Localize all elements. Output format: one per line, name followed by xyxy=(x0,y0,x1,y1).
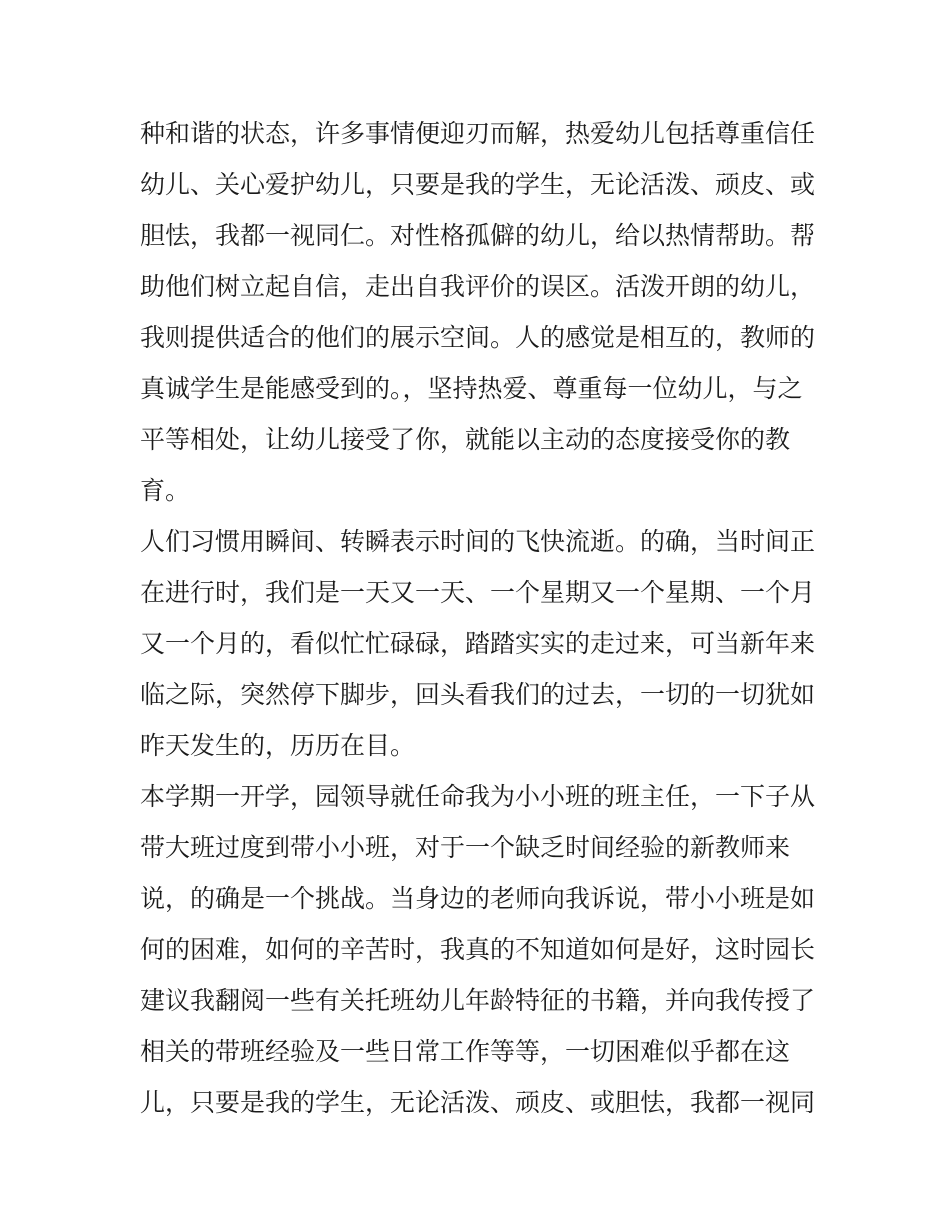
text-line: 平等相处，让幼儿接受了你，就能以主动的态度接受你的教 xyxy=(140,425,791,454)
text-line: 说，的确是一个挑战。当身边的老师向我诉说，带小小班是如 xyxy=(140,884,816,913)
body-text xyxy=(140,108,820,1128)
text-line: 我则提供适合的他们的展示空间。人的感觉是相互的，教师的 xyxy=(140,323,816,352)
text-line: 本学期一开学，园领导就任命我为小小班的班主任，一下子从 xyxy=(140,782,816,811)
text-line: 胆怯，我都一视同仁。对性格孤僻的幼儿，给以热情帮助。帮 xyxy=(140,221,816,250)
text-line: 育。 xyxy=(140,476,191,505)
text-line: 何的困难，如何的辛苦时，我真的不知道如何是好，这时园长 xyxy=(140,935,816,964)
text-line: 助他们树立起自信，走出自我评价的误区。活泼开朗的幼儿， xyxy=(140,272,816,301)
text-line: 又一个月的，看似忙忙碌碌，踏踏实实的走过来，可当新年来 xyxy=(140,629,816,658)
text-line: 儿，只要是我的学生，无论活泼、顽皮、或胆怯，我都一视同 xyxy=(140,1088,816,1117)
text-line: 在进行时，我们是一天又一天、一个星期又一个星期、一个月 xyxy=(140,578,816,607)
text-line: 带大班过度到带小小班，对于一个缺乏时间经验的新教师来 xyxy=(140,833,791,862)
text-line: 人们习惯用瞬间、转瞬表示时间的飞快流逝。的确，当时间正 xyxy=(140,527,816,556)
text-line: 相关的带班经验及一些日常工作等等，一切困难似乎都在这 xyxy=(140,1037,791,1066)
text-line: 建议我翻阅一些有关托班幼儿年龄特征的书籍，并向我传授了 xyxy=(140,986,816,1015)
text-line: 幼儿、关心爱护幼儿，只要是我的学生，无论活泼、顽皮、或 xyxy=(140,170,816,199)
text-line: 临之际，突然停下脚步，回头看我们的过去，一切的一切犹如 xyxy=(140,680,816,709)
text-line: 种和谐的状态，许多事情便迎刃而解，热爱幼儿包括尊重信任 xyxy=(140,119,816,148)
text-line: 昨天发生的，历历在目。 xyxy=(140,731,416,760)
text-line: 真诚学生是能感受到的。，坚持热爱、尊重每一位幼儿，与之 xyxy=(140,374,803,403)
